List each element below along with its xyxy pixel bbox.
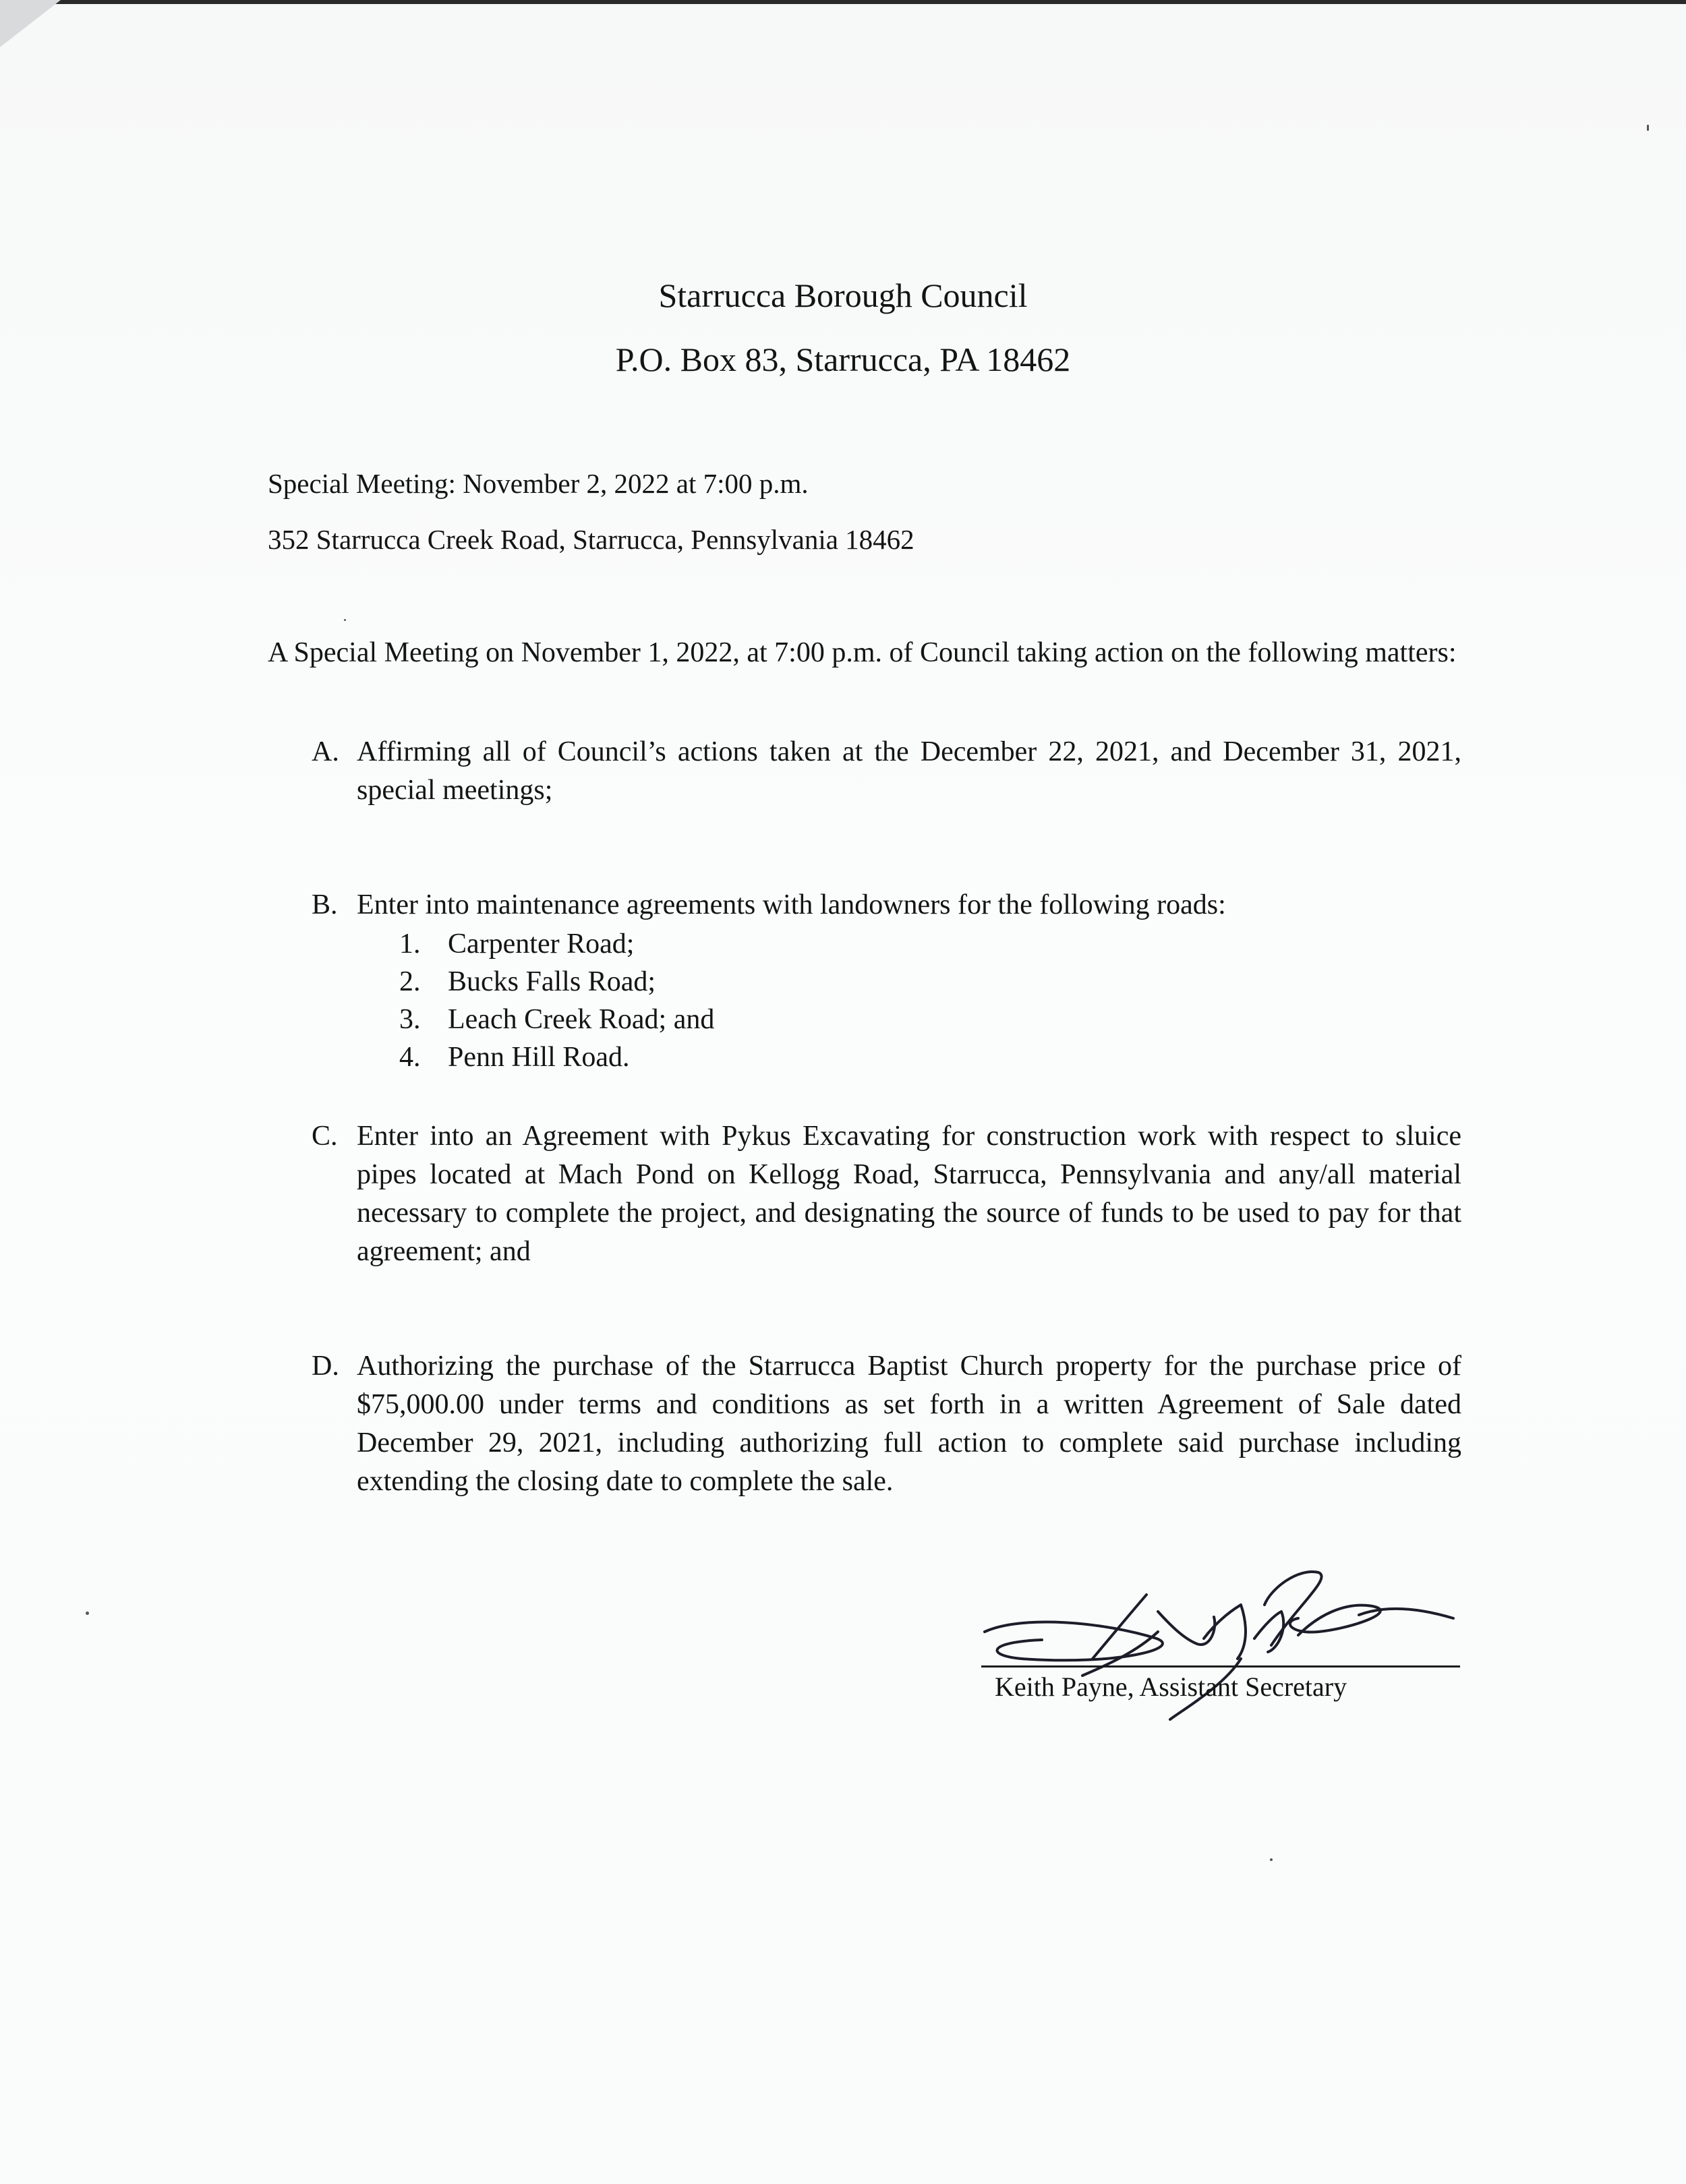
agenda-item-b <box>312 886 1461 924</box>
road-name: Penn Hill Road. <box>448 1042 630 1073</box>
agenda-item-text: Enter into an Agreement with Pykus Excavating for construction work with respect to sluice pipes located at Mach Pond on Kellogg Road, Starrucca, Pennsylvania and any/all material necessary to complete the project, and designating the source of funds to be used to pay for that agreement; and <box>357 1121 1461 1267</box>
road-number: 2. <box>399 966 421 997</box>
road-list-item <box>399 1001 714 1038</box>
agenda-item-c <box>312 1117 1461 1271</box>
signature-rule <box>981 1665 1460 1667</box>
letterhead-address: P.O. Box 83, Starrucca, PA 18462 <box>615 341 1071 378</box>
intro-paragraph: A Special Meeting on November 1, 2022, at 7:00 p.m. of Council taking action on the following matters: <box>268 637 1457 668</box>
agenda-item-letter: D. <box>312 1351 339 1382</box>
agenda-item-a <box>312 733 1461 810</box>
road-list-item <box>399 925 714 963</box>
meeting-location: 352 Starrucca Creek Road, Starrucca, Pennsylvania 18462 <box>268 524 914 555</box>
road-name: Carpenter Road; <box>448 928 635 960</box>
scan-speck <box>1647 125 1649 131</box>
agenda-item-letter: C. <box>312 1121 338 1152</box>
agenda-item-text: Affirming all of Council’s actions taken at the December 22, 2021, and December 31, 2021, special meetings; <box>357 736 1461 806</box>
handwritten-signature <box>981 1564 1460 1740</box>
road-number: 3. <box>399 1004 421 1035</box>
road-list <box>399 925 714 1076</box>
road-name: Leach Creek Road; and <box>448 1004 715 1035</box>
agenda-item-letter: B. <box>312 889 338 920</box>
scan-top-edge <box>0 0 1686 4</box>
letterhead-org-name: Starrucca Borough Council <box>658 276 1028 314</box>
scan-corner-shadow <box>0 0 61 47</box>
scan-speck <box>86 1612 89 1615</box>
signature-block <box>981 1564 1460 1740</box>
road-list-item <box>399 1038 714 1076</box>
scan-speck <box>344 619 346 621</box>
agenda-item-letter: A. <box>312 736 339 767</box>
signer-name-title: Keith Payne, Assistant Secretary <box>995 1672 1347 1702</box>
road-name: Bucks Falls Road; <box>448 966 656 997</box>
road-number: 4. <box>399 1042 421 1073</box>
meeting-title: Special Meeting: November 2, 2022 at 7:00 p.m. <box>268 468 809 499</box>
scan-speck <box>1270 1858 1273 1861</box>
agenda-item-d <box>312 1347 1461 1501</box>
road-list-item <box>399 963 714 1001</box>
agenda-item-text: Authorizing the purchase of the Starrucca Baptist Church property for the purchase price of $75,000.00 under terms and conditions as set forth in a written Agreement of Sale dated December 29, 2021, including authorizing full action to complete said purchase including extending the closing date to complete the sale. <box>357 1351 1461 1497</box>
agenda-item-text: Enter into maintenance agreements with landowners for the following roads: <box>357 889 1226 920</box>
road-number: 1. <box>399 928 421 960</box>
